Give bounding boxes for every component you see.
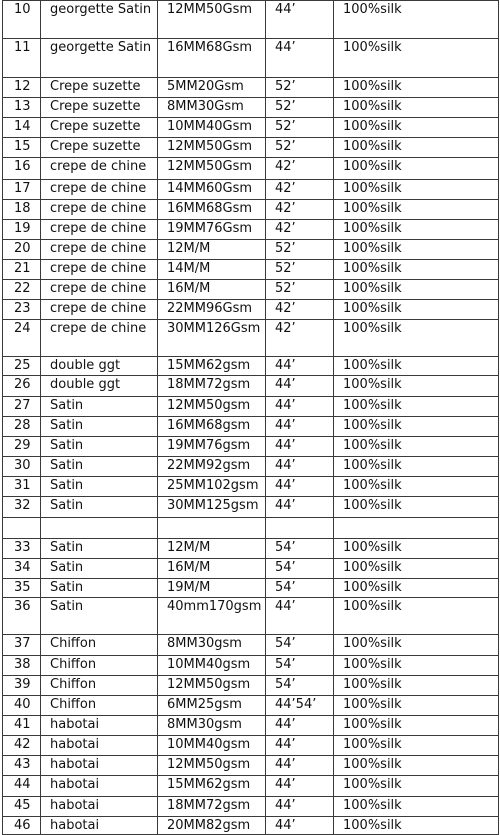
fabric-name-cell: Satin	[41, 559, 158, 579]
composition-cell: 100%silk	[334, 118, 499, 138]
fabric-name-cell: Satin	[41, 598, 158, 635]
row-number-cell: 12	[3, 78, 41, 98]
width-cell: 44’	[266, 357, 334, 376]
fabric-table-body	[3, 1, 499, 835]
table-row	[3, 320, 499, 357]
spec-cell: 8MM30Gsm	[158, 98, 266, 118]
spec-cell: 22MM96Gsm	[158, 300, 266, 320]
width-cell: 54’	[266, 539, 334, 559]
row-number-cell: 30	[3, 457, 41, 477]
fabric-name-cell	[41, 518, 158, 539]
table-row	[3, 300, 499, 320]
fabric-name-cell: Chiffon	[41, 656, 158, 676]
spec-cell: 20MM82gsm	[158, 817, 266, 835]
table-row	[3, 280, 499, 300]
table-row	[3, 497, 499, 518]
row-number-cell: 29	[3, 437, 41, 457]
table-row-blank	[3, 518, 499, 539]
fabric-name-cell: double ggt	[41, 357, 158, 376]
width-cell: 44’	[266, 716, 334, 736]
row-number-cell: 40	[3, 696, 41, 716]
fabric-name-cell: Satin	[41, 477, 158, 497]
fabric-name-cell: crepe de chine	[41, 180, 158, 200]
composition-cell: 100%silk	[334, 579, 499, 598]
fabric-name-cell: Crepe suzette	[41, 118, 158, 138]
width-cell: 44’	[266, 457, 334, 477]
spec-cell: 16MM68gsm	[158, 417, 266, 437]
fabric-name-cell: habotai	[41, 776, 158, 797]
fabric-name-cell: Chiffon	[41, 635, 158, 656]
row-number-cell: 39	[3, 676, 41, 696]
fabric-name-cell: Chiffon	[41, 676, 158, 696]
fabric-name-cell: Satin	[41, 497, 158, 518]
composition-cell: 100%silk	[334, 376, 499, 397]
row-number-cell: 41	[3, 716, 41, 736]
spec-cell: 10MM40gsm	[158, 736, 266, 756]
row-number-cell: 18	[3, 200, 41, 220]
table-row	[3, 357, 499, 376]
fabric-name-cell: Satin	[41, 579, 158, 598]
table-row	[3, 676, 499, 696]
width-cell: 52’	[266, 118, 334, 138]
table-row	[3, 200, 499, 220]
fabric-name-cell: habotai	[41, 736, 158, 756]
width-cell: 42’	[266, 320, 334, 357]
table-row	[3, 559, 499, 579]
spec-cell: 12MM50Gsm	[158, 1, 266, 39]
spec-cell: 8MM30gsm	[158, 716, 266, 736]
fabric-name-cell: crepe de chine	[41, 240, 158, 260]
width-cell: 52’	[266, 240, 334, 260]
width-cell	[266, 518, 334, 539]
table-row	[3, 756, 499, 776]
width-cell: 44’	[266, 376, 334, 397]
spec-cell: 25MM102gsm	[158, 477, 266, 497]
row-number-cell: 24	[3, 320, 41, 357]
composition-cell: 100%silk	[334, 736, 499, 756]
row-number-cell: 32	[3, 497, 41, 518]
composition-cell: 100%silk	[334, 240, 499, 260]
width-cell: 54’	[266, 579, 334, 598]
fabric-name-cell: crepe de chine	[41, 300, 158, 320]
composition-cell: 100%silk	[334, 158, 499, 180]
spec-cell: 19M/M	[158, 579, 266, 598]
row-number-cell: 31	[3, 477, 41, 497]
width-cell: 44’	[266, 736, 334, 756]
row-number-cell: 28	[3, 417, 41, 437]
composition-cell: 100%silk	[334, 756, 499, 776]
spec-cell: 8MM30gsm	[158, 635, 266, 656]
spec-cell: 16MM68Gsm	[158, 200, 266, 220]
composition-cell: 100%silk	[334, 437, 499, 457]
fabric-name-cell: Crepe suzette	[41, 138, 158, 158]
spec-cell: 22MM92gsm	[158, 457, 266, 477]
composition-cell: 100%silk	[334, 656, 499, 676]
width-cell: 44’	[266, 797, 334, 817]
table-row	[3, 98, 499, 118]
fabric-name-cell: habotai	[41, 797, 158, 817]
spec-cell: 14MM60Gsm	[158, 180, 266, 200]
width-cell: 42’	[266, 180, 334, 200]
width-cell: 44’	[266, 756, 334, 776]
composition-cell: 100%silk	[334, 559, 499, 579]
spec-cell: 12M/M	[158, 539, 266, 559]
composition-cell	[334, 518, 499, 539]
fabric-name-cell: habotai	[41, 716, 158, 736]
composition-cell: 100%silk	[334, 696, 499, 716]
row-number-cell: 25	[3, 357, 41, 376]
row-number-cell: 15	[3, 138, 41, 158]
composition-cell: 100%silk	[334, 220, 499, 240]
composition-cell: 100%silk	[334, 417, 499, 437]
composition-cell: 100%silk	[334, 260, 499, 280]
table-row	[3, 138, 499, 158]
spec-cell: 16M/M	[158, 559, 266, 579]
spec-cell: 12MM50gsm	[158, 397, 266, 417]
fabric-name-cell: Crepe suzette	[41, 78, 158, 98]
composition-cell: 100%silk	[334, 676, 499, 696]
fabric-name-cell: Satin	[41, 397, 158, 417]
composition-cell: 100%silk	[334, 817, 499, 835]
spec-cell: 12M/M	[158, 240, 266, 260]
width-cell: 44’	[266, 417, 334, 437]
spec-cell: 6MM25gsm	[158, 696, 266, 716]
table-row	[3, 118, 499, 138]
spec-cell: 15MM62gsm	[158, 357, 266, 376]
row-number-cell: 35	[3, 579, 41, 598]
row-number-cell: 33	[3, 539, 41, 559]
composition-cell: 100%silk	[334, 539, 499, 559]
width-cell: 44’	[266, 39, 334, 78]
width-cell: 44’	[266, 397, 334, 417]
row-number-cell: 42	[3, 736, 41, 756]
row-number-cell: 19	[3, 220, 41, 240]
composition-cell: 100%silk	[334, 78, 499, 98]
row-number-cell: 46	[3, 817, 41, 835]
width-cell: 44’	[266, 817, 334, 835]
table-row	[3, 817, 499, 835]
row-number-cell: 37	[3, 635, 41, 656]
table-row	[3, 716, 499, 736]
table-row	[3, 1, 499, 39]
table-row	[3, 539, 499, 559]
spec-cell: 18MM72gsm	[158, 376, 266, 397]
width-cell: 54’	[266, 635, 334, 656]
width-cell: 44’	[266, 1, 334, 39]
spec-cell: 12MM50Gsm	[158, 138, 266, 158]
width-cell: 44’	[266, 598, 334, 635]
row-number-cell: 23	[3, 300, 41, 320]
table-row	[3, 39, 499, 78]
width-cell: 42’	[266, 158, 334, 180]
row-number-cell: 26	[3, 376, 41, 397]
spec-cell: 12MM50Gsm	[158, 158, 266, 180]
fabric-table	[2, 0, 499, 835]
fabric-name-cell: Satin	[41, 417, 158, 437]
spec-cell: 12MM50gsm	[158, 676, 266, 696]
width-cell: 44’	[266, 437, 334, 457]
spec-cell: 15MM62gsm	[158, 776, 266, 797]
composition-cell: 100%silk	[334, 397, 499, 417]
row-number-cell: 45	[3, 797, 41, 817]
row-number-cell	[3, 518, 41, 539]
width-cell: 44’	[266, 497, 334, 518]
fabric-name-cell: double ggt	[41, 376, 158, 397]
composition-cell: 100%silk	[334, 39, 499, 78]
spec-cell: 19MM76gsm	[158, 437, 266, 457]
width-cell: 54’	[266, 559, 334, 579]
fabric-name-cell: crepe de chine	[41, 320, 158, 357]
table-row	[3, 635, 499, 656]
width-cell: 44’54’	[266, 696, 334, 716]
spec-cell: 30MM126Gsm	[158, 320, 266, 357]
width-cell: 44’	[266, 477, 334, 497]
composition-cell: 100%silk	[334, 797, 499, 817]
row-number-cell: 10	[3, 1, 41, 39]
table-row	[3, 260, 499, 280]
composition-cell: 100%silk	[334, 716, 499, 736]
row-number-cell: 20	[3, 240, 41, 260]
fabric-name-cell: Crepe suzette	[41, 98, 158, 118]
row-number-cell: 36	[3, 598, 41, 635]
table-row	[3, 696, 499, 716]
row-number-cell: 13	[3, 98, 41, 118]
fabric-name-cell: crepe de chine	[41, 260, 158, 280]
spec-cell: 19MM76Gsm	[158, 220, 266, 240]
table-row	[3, 417, 499, 437]
row-number-cell: 11	[3, 39, 41, 78]
width-cell: 52’	[266, 260, 334, 280]
composition-cell: 100%silk	[334, 98, 499, 118]
spec-cell: 30MM125gsm	[158, 497, 266, 518]
spec-cell: 16M/M	[158, 280, 266, 300]
width-cell: 52’	[266, 280, 334, 300]
row-number-cell: 38	[3, 656, 41, 676]
composition-cell: 100%silk	[334, 598, 499, 635]
fabric-name-cell: habotai	[41, 817, 158, 835]
composition-cell: 100%silk	[334, 457, 499, 477]
composition-cell: 100%silk	[334, 300, 499, 320]
row-number-cell: 21	[3, 260, 41, 280]
fabric-name-cell: crepe de chine	[41, 200, 158, 220]
row-number-cell: 14	[3, 118, 41, 138]
fabric-name-cell: georgette Satin	[41, 1, 158, 39]
table-row	[3, 220, 499, 240]
spec-cell: 12MM50gsm	[158, 756, 266, 776]
row-number-cell: 34	[3, 559, 41, 579]
width-cell: 52’	[266, 78, 334, 98]
spec-cell: 18MM72gsm	[158, 797, 266, 817]
width-cell: 42’	[266, 220, 334, 240]
table-row	[3, 180, 499, 200]
row-number-cell: 22	[3, 280, 41, 300]
row-number-cell: 43	[3, 756, 41, 776]
table-row	[3, 477, 499, 497]
composition-cell: 100%silk	[334, 280, 499, 300]
table-row	[3, 437, 499, 457]
row-number-cell: 44	[3, 776, 41, 797]
spec-cell: 5MM20Gsm	[158, 78, 266, 98]
width-cell: 42’	[266, 300, 334, 320]
spec-cell: 14M/M	[158, 260, 266, 280]
composition-cell: 100%silk	[334, 1, 499, 39]
width-cell: 52’	[266, 98, 334, 118]
spec-cell: 16MM68Gsm	[158, 39, 266, 78]
spec-cell	[158, 518, 266, 539]
width-cell: 52’	[266, 138, 334, 158]
composition-cell: 100%silk	[334, 357, 499, 376]
fabric-name-cell: Satin	[41, 437, 158, 457]
fabric-name-cell: crepe de chine	[41, 158, 158, 180]
width-cell: 42’	[266, 200, 334, 220]
table-row	[3, 240, 499, 260]
composition-cell: 100%silk	[334, 200, 499, 220]
spec-cell: 10MM40Gsm	[158, 118, 266, 138]
fabric-name-cell: Satin	[41, 457, 158, 477]
row-number-cell: 27	[3, 397, 41, 417]
composition-cell: 100%silk	[334, 180, 499, 200]
composition-cell: 100%silk	[334, 138, 499, 158]
table-row	[3, 376, 499, 397]
width-cell: 54’	[266, 656, 334, 676]
fabric-name-cell: georgette Satin	[41, 39, 158, 78]
fabric-name-cell: habotai	[41, 756, 158, 776]
table-row	[3, 397, 499, 417]
table-row	[3, 158, 499, 180]
table-row	[3, 598, 499, 635]
row-number-cell: 17	[3, 180, 41, 200]
width-cell: 54’	[266, 676, 334, 696]
fabric-name-cell: Satin	[41, 539, 158, 559]
fabric-name-cell: Chiffon	[41, 696, 158, 716]
spec-cell: 10MM40gsm	[158, 656, 266, 676]
composition-cell: 100%silk	[334, 497, 499, 518]
composition-cell: 100%silk	[334, 776, 499, 797]
composition-cell: 100%silk	[334, 320, 499, 357]
table-row	[3, 656, 499, 676]
composition-cell: 100%silk	[334, 635, 499, 656]
table-row	[3, 579, 499, 598]
width-cell: 44’	[266, 776, 334, 797]
table-row	[3, 457, 499, 477]
table-row	[3, 797, 499, 817]
fabric-name-cell: crepe de chine	[41, 280, 158, 300]
table-row	[3, 776, 499, 797]
composition-cell: 100%silk	[334, 477, 499, 497]
spec-cell: 40mm170gsm	[158, 598, 266, 635]
row-number-cell: 16	[3, 158, 41, 180]
fabric-name-cell: crepe de chine	[41, 220, 158, 240]
table-row	[3, 736, 499, 756]
table-row	[3, 78, 499, 98]
